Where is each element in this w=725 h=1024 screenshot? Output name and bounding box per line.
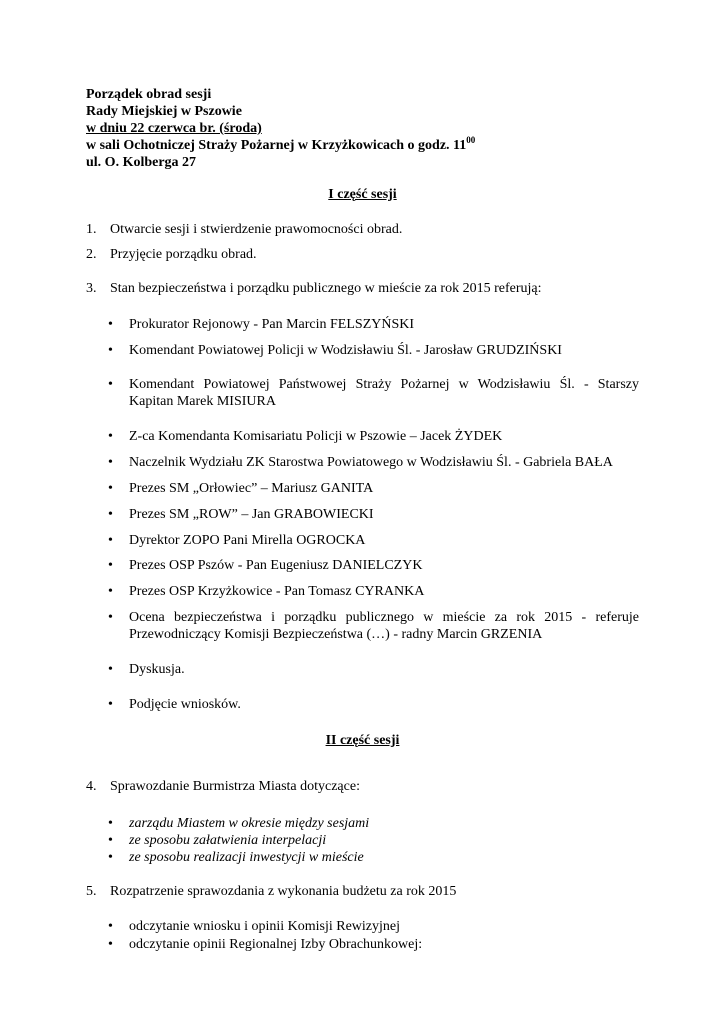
header-location-text: w sali Ochotniczej Straży Pożarnej w Krzyżkowicach o godz. 11 (86, 138, 467, 153)
bullet-icon: • (108, 610, 113, 625)
bullet-icon: • (108, 317, 113, 332)
bullet-icon: • (108, 507, 113, 522)
bullet-text: Ocena bezpieczeństwa i porządku publicznego w mieście za rok 2015 - referuje (129, 610, 639, 625)
section-1-title: I część sesji (328, 187, 397, 202)
bullet-text: Prokurator Rejonowy - Pan Marcin FELSZYŃSKI (129, 317, 415, 332)
header-line-1: Porządek obrad sesji (86, 87, 212, 102)
bullet-text: Z-ca Komendanta Komisariatu Policji w Pszowie – Jacek ŻYDEK (129, 429, 503, 444)
bullet-text: ze sposobu realizacji inwestycji w mieście (129, 850, 364, 865)
bullet-icon: • (108, 937, 113, 952)
item-text: Przyjęcie porządku obrad. (110, 247, 257, 262)
item-text: Sprawozdanie Burmistrza Miasta dotyczące: (110, 779, 360, 794)
header-line-2: Rady Miejskiej w Pszowie (86, 104, 242, 119)
bullet-icon: • (108, 850, 113, 865)
bullet-text: Dyrektor ZOPO Pani Mirella OGROCKA (129, 533, 366, 548)
item-number: 3. (86, 281, 97, 296)
item-text: Stan bezpieczeństwa i porządku publicznego w mieście za rok 2015 referują: (110, 281, 542, 296)
bullet-icon: • (108, 558, 113, 573)
bullet-icon: • (108, 455, 113, 470)
item-number: 4. (86, 779, 97, 794)
header-address: ul. O. Kolberga 27 (86, 155, 197, 170)
bullet-icon: • (108, 429, 113, 444)
bullet-text: Naczelnik Wydziału ZK Starostwa Powiatowego w Wodzisławiu Śl. - Gabriela BAŁA (129, 455, 613, 470)
bullet-text: ze sposobu załatwienia interpelacji (129, 833, 327, 848)
bullet-text: Dyskusja. (129, 662, 185, 677)
section-2-title: II część sesji (325, 733, 400, 748)
item-number: 1. (86, 222, 97, 237)
bullet-icon: • (108, 816, 113, 831)
bullet-icon: • (108, 481, 113, 496)
bullet-text: Prezes SM „Orłowiec” – Mariusz GANITA (129, 481, 374, 496)
bullet-icon: • (108, 919, 113, 934)
bullet-text: odczytanie opinii Regionalnej Izby Obrachunkowej: (129, 937, 423, 952)
bullet-text: Komendant Powiatowej Państwowej Straży Pożarnej w Wodzisławiu Śl. - Starszy (129, 377, 639, 392)
bullet-icon: • (108, 343, 113, 358)
bullet-icon: • (108, 533, 113, 548)
bullet-icon: • (108, 377, 113, 392)
bullet-text: zarządu Miastem w okresie między sesjami (129, 816, 370, 831)
item-number: 2. (86, 247, 97, 262)
bullet-icon: • (108, 584, 113, 599)
item-text: Otwarcie sesji i stwierdzenie prawomocności obrad. (110, 222, 403, 237)
bullet-text-continuation: Przewodniczący Komisji Bezpieczeństwa (…) - radny Marcin GRZENIA (129, 627, 543, 642)
bullet-text: Prezes OSP Pszów - Pan Eugeniusz DANIELCZYK (129, 558, 423, 573)
item-number: 5. (86, 884, 97, 899)
bullet-icon: • (108, 697, 113, 712)
bullet-text: odczytanie wniosku i opinii Komisji Rewizyjnej (129, 919, 401, 934)
header-time-superscript: 00 (466, 135, 476, 145)
bullet-text-continuation: Kapitan Marek MISIURA (129, 394, 276, 409)
header-date: w dniu 22 czerwca br. (środa) (86, 121, 262, 136)
bullet-text: Prezes SM „ROW” – Jan GRABOWIECKI (129, 507, 374, 522)
item-text: Rozpatrzenie sprawozdania z wykonania budżetu za rok 2015 (110, 884, 457, 899)
bullet-text: Prezes OSP Krzyżkowice - Pan Tomasz CYRANKA (129, 584, 425, 599)
bullet-icon: • (108, 662, 113, 677)
bullet-icon: • (108, 833, 113, 848)
bullet-text: Podjęcie wniosków. (129, 697, 241, 712)
bullet-text: Komendant Powiatowej Policji w Wodzisławiu Śl. - Jarosław GRUDZIŃSKI (129, 343, 562, 358)
header-location (86, 137, 475, 154)
